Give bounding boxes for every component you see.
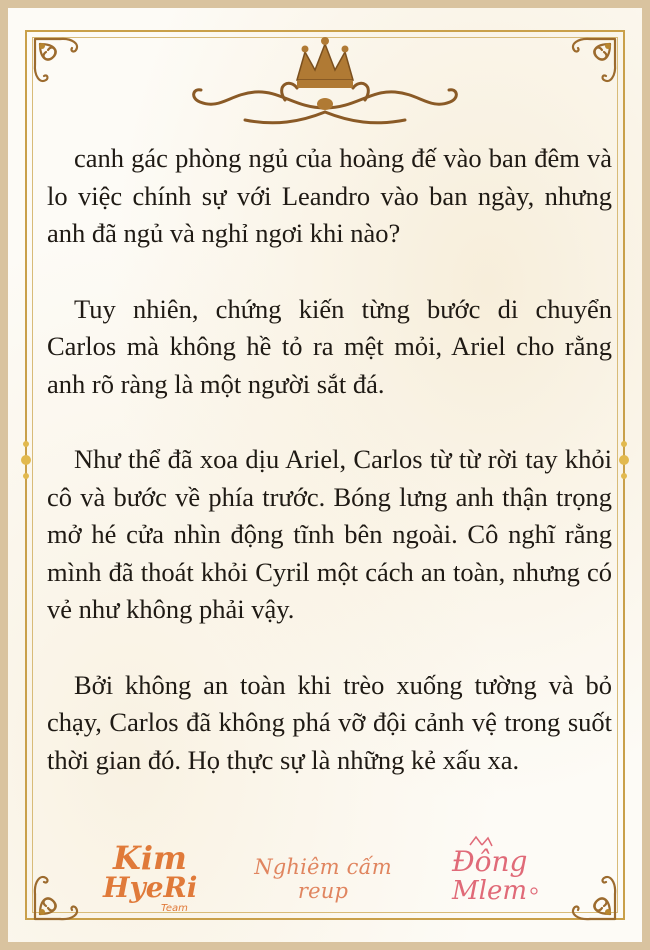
dong-mlem-logo bbox=[430, 833, 550, 913]
logo-hyeri-text: HyeRi bbox=[103, 871, 198, 904]
side-jewel-icon bbox=[617, 430, 631, 490]
corner-flourish-icon bbox=[30, 34, 100, 104]
logo-dong-text: Đông bbox=[452, 845, 528, 878]
corner-flourish-icon bbox=[550, 34, 620, 104]
no-reup-notice: Nghiêm cấm reup bbox=[254, 855, 392, 903]
side-jewel-icon bbox=[19, 430, 33, 490]
paragraph: canh gác phòng ngủ của hoàng đế vào ban đêm và lo việc chính sự với Leandro vào ban ngày, nhưng anh đã ngủ và nghỉ ngơi khi nào? bbox=[47, 143, 612, 248]
paragraph: Bởi không an toàn khi trèo xuống tường và bỏ chạy, Carlos đã không phá vỡ đội cảnh vệ trong suốt thời gian đó. Họ thực sự là những kẻ xấu xa. bbox=[47, 669, 612, 775]
logo-mlem-text: Mlem bbox=[452, 876, 527, 906]
kim-hyeri-team-logo bbox=[95, 835, 215, 915]
logo-team-text: Team bbox=[161, 903, 188, 914]
paragraph: Như thể đã xoa dịu Ariel, Carlos từ từ rời tay khỏi cô và bước về phía trước. Bóng lưng anh thận trọng mở hé cửa nhìn động tĩnh bên ngoài. Cô nghĩ rằng mình đã thoát khỏi Cyril một cách an toàn, nhưng có vẻ như không phải vậy. bbox=[47, 444, 612, 624]
crown-icon bbox=[175, 30, 475, 130]
paragraph: Tuy nhiên, chứng kiến từng bước di chuyển Carlos mà không hề tỏ ra mệt mỏi, Ariel cho rằng anh rõ ràng là một người sắt đá. bbox=[47, 293, 612, 399]
footer bbox=[0, 825, 650, 915]
logo-kim-text: Kim bbox=[113, 839, 187, 877]
story-text bbox=[47, 140, 612, 817]
